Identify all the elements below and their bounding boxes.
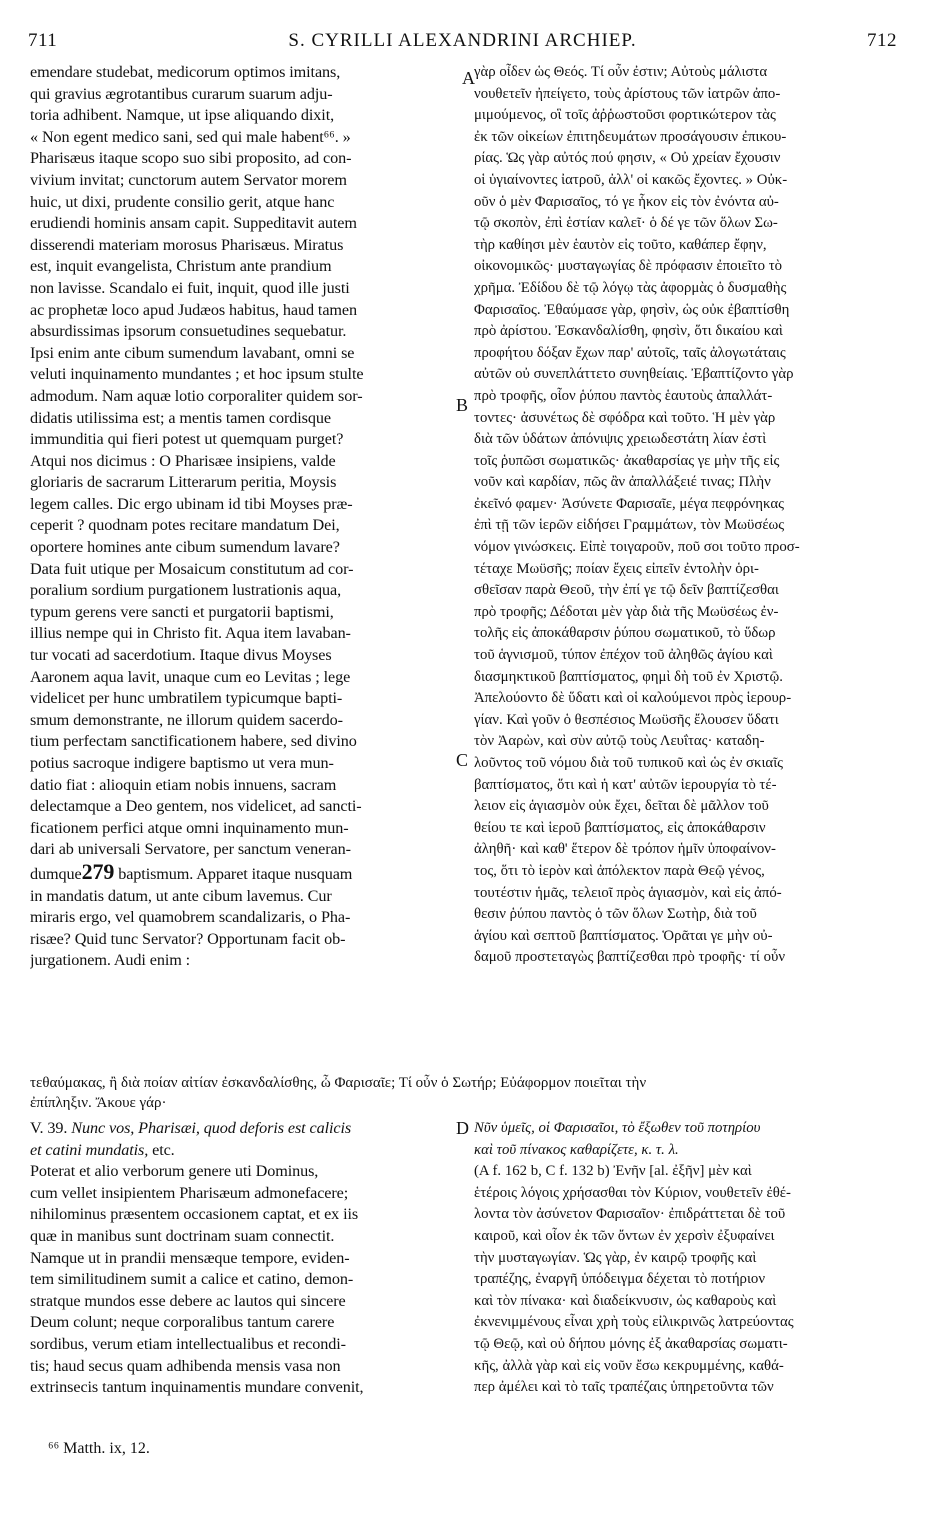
latin-line: non lavisse. Scandalo ei fuit, inquit, quod ille justi xyxy=(30,278,350,297)
greek-line: οἱ ὑγιαίνοντες ἰατροῦ, ἀλλ' οἱ κακῶς ἔχοντες. » Οὐκ- xyxy=(474,171,788,188)
greek-line: τῷ σκοπὸν, ἐπὶ ἑστίαν καλεῖ· ὁ δέ γε τῶν ὅλων Σω- xyxy=(474,215,778,232)
latin-line: Namque ut in prandii mensæque tempore, eviden- xyxy=(30,1248,350,1267)
latin-line: typum gerens vere sancti et purgatorii baptismi, xyxy=(30,602,334,621)
verse-reference: V. 39. xyxy=(30,1119,68,1137)
greek-line: διασμηκτικοῦ βαπτίσματος, φημὶ δὴ τοῦ ἐν Χριστῷ. xyxy=(474,668,783,685)
span-line: ἐπίπληξιν. Ἄκουε γάρ· xyxy=(30,1095,167,1111)
latin-line: vivium invitat; cunctorum autem Servator morem xyxy=(30,170,347,189)
greek-line: τολῆς εἰς ἀποκάθαρσιν ῥύπου σωματικοῦ, τὸ ὕδωρ xyxy=(474,625,776,642)
greek-line: καιροῦ, καὶ οἷον ἐκ τῶν ὄντων ἐν χερσὶν ἐξυφαίνει xyxy=(474,1227,775,1244)
latin-line: Data fuit utique per Mosaicum constitutum ad cor- xyxy=(30,559,354,578)
latin-line: huic, ut dixi, prudente consilio gerit, atque hanc xyxy=(30,192,335,211)
latin-line: admodum. Nam aquæ lotio corporaliter quidem sor- xyxy=(30,386,363,405)
greek-line: καὶ τὸν πίνακα· καὶ διαδείκνυσιν, ὡς καθαροὺς καὶ xyxy=(474,1292,777,1309)
latin-line: Aaronem aqua lavit, unaque cum eo Levitas ; lege xyxy=(30,667,351,686)
greek-bottom-body xyxy=(474,1161,902,1399)
section-marker-b: B xyxy=(456,395,469,415)
latin-verse-heading-2 xyxy=(30,1140,460,1162)
verse-etc: etc. xyxy=(152,1140,175,1159)
latin-line: emendare studebat, medicorum optimos imitans, xyxy=(30,63,341,81)
latin-line: cum vellet insipientem Pharisæum admonefacere; xyxy=(30,1183,349,1202)
latin-line: delectamque a Deo gentem, nos videlicet, ad sancti- xyxy=(30,797,362,816)
latin-line: est, inquit evangelista, Christum ante prandium xyxy=(30,257,332,276)
greek-line: πρὸ τροφῆς, οἷον ῥύπου παντὸς ἑαυτοὺς ἀπαλλάτ- xyxy=(474,387,773,404)
latin-line: risæe? Quid tunc Servator? Opportunam facit ob- xyxy=(30,929,346,948)
latin-line: extrinsecis tantum inquinamentis mundare convenit, xyxy=(30,1378,364,1397)
greek-line: τοντες· ἀσυνέτως δὲ σφόδρα καὶ τοῦτο. Ἡ μὲν γὰρ xyxy=(474,409,776,426)
latin-line: gloriaris de sacrarum Litterarum peritia, Moysis xyxy=(30,473,337,492)
latin-line: nihilominus præsentem occasionem captat, et ex iis xyxy=(30,1205,359,1224)
greek-line: ἁγίου καὶ σεπτοῦ βαπτίσματος. Ὁρᾶται γε μὴν οὐ- xyxy=(474,927,773,944)
greek-line: ἐκνενιμμένους εἶναι χρὴ τοὺς εἰλικρινῶς λατρεύοντας xyxy=(474,1314,794,1331)
greek-line: ρίας. Ὡς γὰρ αὐτός πού φησιν, « Οὐ χρείαν ἔχουσιν xyxy=(474,150,781,167)
latin-line: toria adhibent. Namque, ut ipse aliquando dixit, xyxy=(30,106,335,125)
latin-line: immunditia qui fieri potest ut quemquam purget? xyxy=(30,430,344,449)
greek-line: οἰκονομικῶς· μυσταγωγίας δὲ πρόφασιν ἐποιεῖτο τὸ xyxy=(474,258,783,275)
greek-line: δαμοῦ προστεταγὼς βαπτίζεσθαι πρὸ τροφῆς· τί οὖν xyxy=(474,949,786,966)
greek-line: τέταχε Μωϋσῆς; ποίαν ἔχεις εἰπεῖν ἐντολὴν ὁρι- xyxy=(474,560,759,577)
greek-line: οῦν ὁ μὲν Φαρισαῖος, τό γε ἧκον εἰς τὸν ἐνόντα αὐ- xyxy=(474,193,779,210)
latin-line: « Non egent medico sani, sed qui male habent⁶⁶. » xyxy=(30,127,351,146)
column-number-279: 279 xyxy=(81,860,115,884)
greek-verse-heading-2: καὶ τοῦ πίνακος καθαρίζετε, κ. τ. λ. xyxy=(474,1141,679,1158)
greek-line: τὴρ καθίησι μὲν ἑαυτὸν εἰς τοῦτο, καθάπερ ἔφην, xyxy=(474,236,767,253)
section-marker-d: D xyxy=(456,1118,469,1138)
greek-line: τὸν Ἀαρὼν, καὶ σὺν αὐτῷ τοὺς Λευΐτας· καταδη- xyxy=(474,733,765,750)
footnote: ⁶⁶ Matth. ix, 12. xyxy=(48,1440,150,1457)
greek-line: περ ἀμέλει καὶ τὸ ταῖς τραπέζαις ὑπηρετοῦντα τῶν xyxy=(474,1379,774,1396)
greek-line: νοῦν καὶ καρδίαν, πῶς ἂν ἀπαλλάξειέ τινας; Πλὴν xyxy=(474,474,771,491)
latin-line: potius sacroque indigere baptismo ut vera mun- xyxy=(30,754,334,772)
greek-line: θεσιν ῥύπου παντὸς ὁ τῶν ὅλων Σωτὴρ, διὰ τοῦ xyxy=(474,906,757,923)
latin-line: poralium sordium purgationem lustrationis aqua, xyxy=(30,581,342,600)
greek-line: ἐκ τῶν οἰκείων ἐπιτηδευμάτων προσάγουσιν ἐπικου- xyxy=(474,128,787,145)
greek-line: ἐκεῖνό φαμεν· Ἀσύνετε Φαρισαῖε, μέγα πεφρόνηκας xyxy=(474,495,784,512)
full-width-greek-continuation xyxy=(30,1073,904,1113)
greek-line: λοντα τὸν ἀσύνετον Φαρισαῖον· ἐπιδράττεται δὲ τοῦ xyxy=(474,1206,786,1223)
latin-column-top xyxy=(30,62,460,972)
running-title: S. CYRILLI ALEXANDRINI ARCHIEP. xyxy=(288,30,637,51)
latin-line: erudiendi hominis ansam capit. Suppeditavit autem xyxy=(30,214,357,233)
section-marker-c: C xyxy=(456,750,469,770)
latin-line: veluti inquinamento mundantes ; et hoc ipsum stulte xyxy=(30,365,364,384)
greek-line: τῷ Θεῷ, καὶ οὐ δήπου μόνης ἐξ ἀκαθαρσίας σωματι- xyxy=(474,1335,788,1352)
greek-line: ἀληθῆ· καὶ καθ' ἕτερον δὲ τρόπον ἡμῖν ὑποφαίνον- xyxy=(474,841,776,858)
greek-line: Φαρισαῖος. Ἐθαύμασε γὰρ, φησὶν, ὡς οὐκ ἐβαπτίσθη xyxy=(474,301,790,318)
greek-line: μιμούμενος, οἳ τοῖς ἀῤῥωστοῦσι φορτικώτερον τὰς xyxy=(474,107,776,124)
greek-line: χρῆμα. Ἐδίδου δὲ τῷ λόγῳ τὰς ἀφορμὰς ὁ δυσμαθὴς xyxy=(474,279,787,296)
latin-line: Atqui nos dicimus : O Pharisæe insipiens, valde xyxy=(30,451,336,470)
greek-line: νόμον γινώσκεις. Εἰπὲ τοιγαροῦν, ποῦ σοι τοῦτο προσ- xyxy=(474,539,800,556)
latin-line: tur vocati ad sacerdotium. Itaque divus Moyses xyxy=(30,646,332,665)
greek-line: σθεῖσαν παρὰ Θεοῦ, τὴν ἐπί γε τῷ δεῖν βαπτίζεσθαι xyxy=(474,582,779,599)
span-line: τεθαύμακας, ἢ διὰ ποίαν αἰτίαν ἐσκανδαλίσθης, ὦ Φαρισαῖε; Τί οὖν ὁ Σωτήρ; Εὐάφορμον ποιεῖται τὴν xyxy=(30,1075,647,1091)
latin-line: Pharisæus itaque scopo suo sibi proposito, ad con- xyxy=(30,149,352,168)
latin-line: datio fiat : alioquin etiam nobis innuens, sacram xyxy=(30,775,337,794)
left-page-number: 711 xyxy=(28,30,58,51)
latin-line: smum demonstrante, ne illorum quidem sacerdo- xyxy=(30,710,343,729)
greek-line: ἑτέροις λόγοις χρήσασθαι τὸν Κύριον, νουθετεῖν ἐθέ- xyxy=(474,1184,791,1201)
latin-line: quæ in manibus sunt doctrinam suam connectit. xyxy=(30,1226,335,1245)
greek-line: λοῦντος τοῦ νόμου διὰ τοῦ τυπικοῦ καὶ ὡς ἐν σκιαῖς xyxy=(474,755,784,771)
greek-line: (A f. 162 b, C f. 132 b) Ἐνῆν [al. ἐξῆν] μὲν καὶ xyxy=(474,1163,752,1180)
greek-line: πρὸ τροφῆς; Δέδοται μὲν γὰρ διὰ τῆς Μωϋσέως ἐν- xyxy=(474,603,779,620)
latin-line: miraris ergo, vel quamobrem scandalizaris, o Pha- xyxy=(30,908,351,927)
greek-line: τος, ὅτι τὸ ἱερὸν καὶ ἀπόλεκτον παρὰ Θεῷ γένος, xyxy=(474,862,765,879)
latin-line-prefix: dumque xyxy=(30,864,82,883)
greek-line: βαπτίσματος, ὅτι καὶ ἡ κατ' αὐτῶν ἱερουργία τὸ τέ- xyxy=(474,776,777,793)
greek-line: πρὸ ἀρίστου. Ἐσκανδαλίσθη, φησὶν, ὅτι δικαίου καὶ xyxy=(474,323,783,340)
latin-line: tis; haud secus quam adhibenda mensis vasa non xyxy=(30,1356,341,1375)
greek-line: θείου τε καὶ ἱεροῦ βαπτίσματος, εἰς ἀποκάθαρσιν xyxy=(474,819,766,836)
latin-line: Ipsi enim ante cibum sumendum lavabant, omni se xyxy=(30,343,355,362)
latin-line: videlicet per hunc umbratilem typicumque bapti- xyxy=(30,689,343,708)
greek-column-bottom xyxy=(474,1118,902,1399)
verse-text: Nunc vos, Pharisæi, quod deforis est calicis xyxy=(71,1119,352,1137)
greek-line: διὰ τῶν ὑδάτων ἀπόνιψις χρειωδεστάτη λίαν ἐστὶ xyxy=(474,431,767,448)
latin-line: stratque mundos esse debere ac lautos qui sincere xyxy=(30,1291,346,1310)
latin-line: sordibus, verum etiam intellectualibus et recondi- xyxy=(30,1334,346,1353)
latin-line: didatis utilissima est; a mentis tamen cordisque xyxy=(30,408,331,427)
latin-line: legem calles. Dic ergo ubinam id tibi Moyses præ- xyxy=(30,494,353,513)
latin-line: ficationem perfici atque omni inquinamento mun- xyxy=(30,818,349,837)
greek-line: γίαν. Καὶ γοῦν ὁ θεσπέσιος Μωϋσῆς ἔλουσεν ὕδατι xyxy=(474,711,779,728)
latin-line: jurgationem. Audi enim : xyxy=(30,951,191,970)
latin-line: in mandatis datum, ut ante cibum lavemus. Cur xyxy=(30,886,332,905)
greek-line: τοῖς ῥυπῶσι σωματικῶς· ἀκαθαρσίας γε μὴν τῆς εἰς xyxy=(474,452,780,469)
latin-line-rest: baptismum. Apparet itaque nusquam xyxy=(118,864,353,883)
latin-line: Deum colunt; neque corporalibus tantum carere xyxy=(30,1313,335,1332)
latin-line: dari ab universali Servatore, per sanctum veneran- xyxy=(30,840,351,859)
greek-line: τουτέστιν ἡμᾶς, τελειοῖ πρὸς ἁγιασμὸν, καὶ εἰς ἀπό- xyxy=(474,884,782,901)
greek-line: γὰρ οἶδεν ὡς Θεός. Τί οὖν ἐστιν; Αὐτοὺς μάλιστα xyxy=(474,64,768,80)
verse-text-2: et catini mundatis, xyxy=(30,1140,149,1159)
greek-line: τὴν μυσταγωγίαν. Ὡς γὰρ, ἐν καιρῷ τροφῆς καὶ xyxy=(474,1249,757,1266)
greek-line: κῆς, ἀλλὰ γὰρ καὶ εἰς νοῦν ἔσω κεκρυμμένης, καθά- xyxy=(474,1357,784,1374)
greek-line: τραπέζης, ἐναργῆ ὑπόδειγμα δέχεται τὸ ποτήριον xyxy=(474,1271,766,1288)
greek-line: προφήτου δόξαν ἔχων παρ' αὐτοῖς, ταῖς ἀλογωτάταις xyxy=(474,344,786,361)
latin-line xyxy=(30,861,460,886)
latin-line: ac prophetæ loco apud Judæos habitus, haud tamen xyxy=(30,300,357,319)
latin-line: illius nempe qui in Christo fit. Aqua item lavaban- xyxy=(30,624,351,643)
running-header xyxy=(28,30,897,58)
latin-line: tium perfectam sanctificationem habere, sed divino xyxy=(30,732,357,751)
latin-line: ceperit ? quodnam potes recitare mandatum Dei, xyxy=(30,516,340,535)
greek-line: αὐτῶν οὐ συνεπλάττετο συνηθείαις. Ἐβαπτίζοντο γὰρ xyxy=(474,366,794,383)
greek-column-top xyxy=(474,62,902,969)
greek-line: Ἀπελούοντο δὲ ὕδατι καὶ οἱ καλούμενοι πρὸς ἱερουρ- xyxy=(474,690,792,707)
right-page-number: 712 xyxy=(867,30,897,51)
latin-line: tem similitudinem sumit a calice et catino, demon- xyxy=(30,1270,354,1289)
latin-line: Poterat et alio verborum genere uti Dominus, xyxy=(30,1162,319,1181)
greek-line: νουθετεῖν ἠπείγετο, τοὺς ἀρίστους τῶν ἰατρῶν ἀπο- xyxy=(474,85,781,102)
greek-verse-heading: Νῦν ὑμεῖς, οἱ Φαρισαῖοι, τὸ ἔξωθεν τοῦ ποτηρίου xyxy=(474,1120,761,1136)
latin-line: absurdissimas ipsorum consuetudines sequebatur. xyxy=(30,322,347,341)
section-marker-a: A xyxy=(462,68,475,88)
greek-line: λειον εἰς ἁγιασμὸν οὐκ ἔχει, δεῖται δὲ μᾶλλον τοῦ xyxy=(474,798,769,815)
greek-line: ἐπὶ τῇ τῶν ἱερῶν εἰδήσει Γραμμάτων, τὸν Μωϋσέως xyxy=(474,517,785,534)
latin-line: disserendi materiam morosus Pharisæus. Miratus xyxy=(30,235,344,254)
latin-column-bottom xyxy=(30,1118,460,1399)
latin-bottom-body xyxy=(30,1161,460,1399)
latin-line: qui gravius ægrotantibus curarum suarum adju- xyxy=(30,84,333,103)
latin-verse-heading xyxy=(30,1118,460,1140)
latin-line: oportere homines ante cibum sumendum lavare? xyxy=(30,538,340,557)
greek-line: τοῦ ἁγνισμοῦ, τύπον ἐπέχον τοῦ ἀληθῶς ἁγίου καὶ xyxy=(474,647,773,664)
